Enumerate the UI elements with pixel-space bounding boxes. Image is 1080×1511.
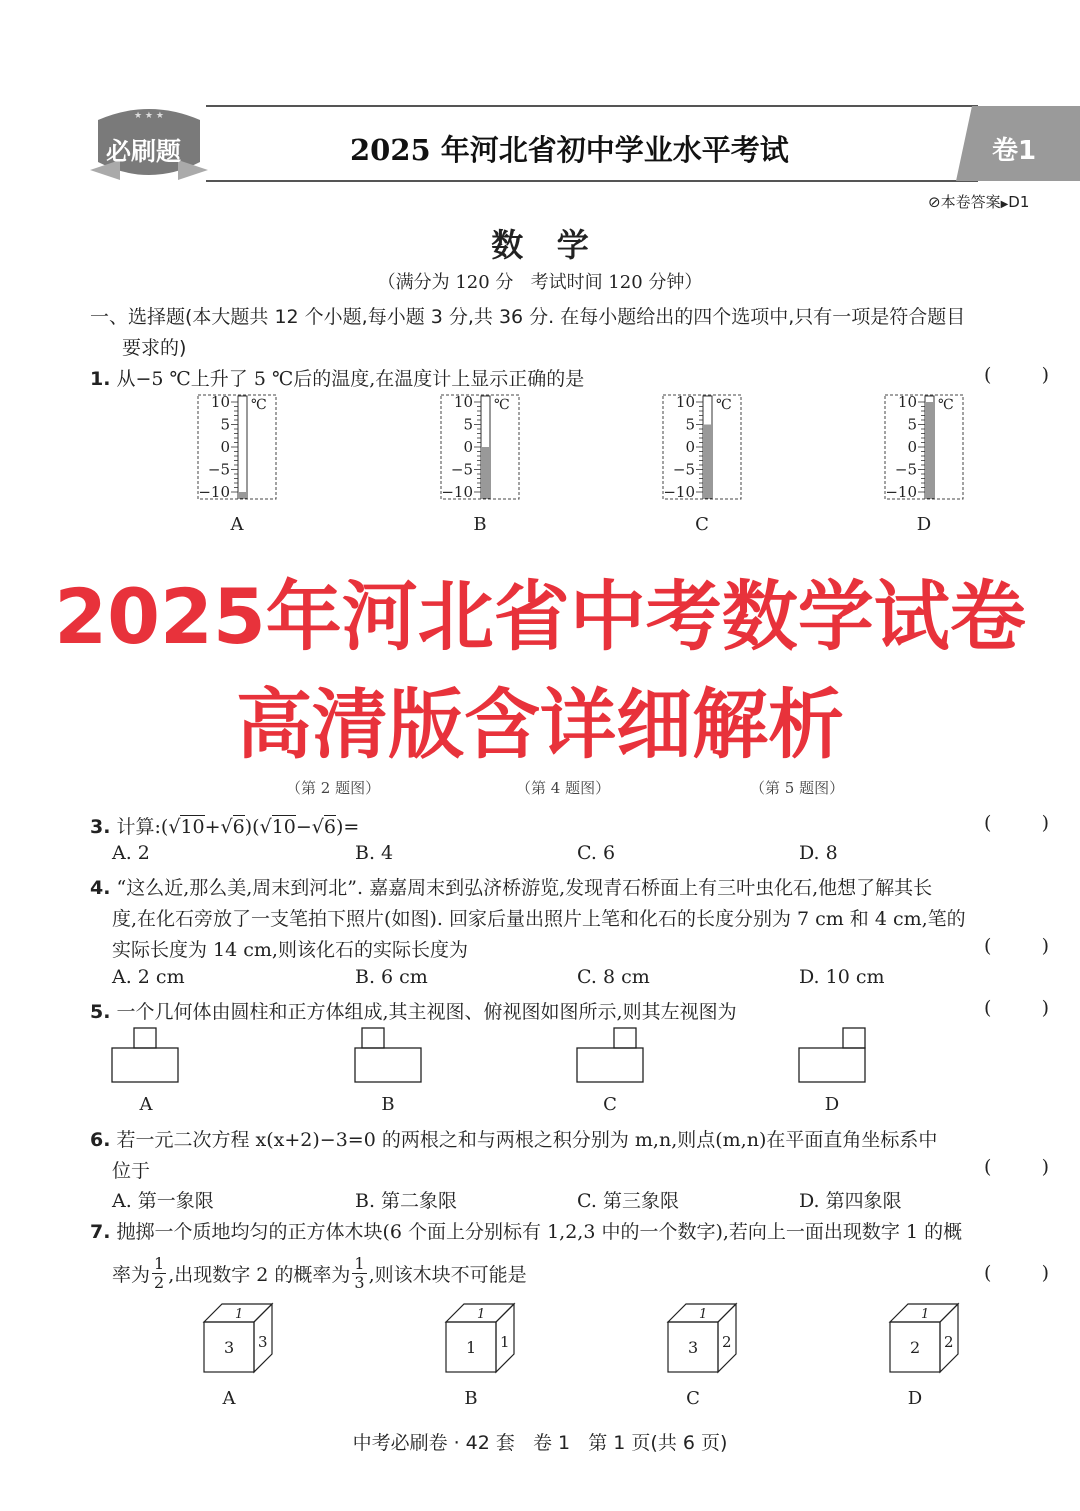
question-4-line2: 度,在化石旁放了一支笔拍下照片(如图). 回家后量出照片上笔和化石的长度分别为 7 cm 和 4 cm,笔的 xyxy=(112,908,966,930)
fraction-one-half: 1 2 xyxy=(154,1253,165,1292)
option-label: C xyxy=(686,1388,700,1409)
cube-c[interactable] xyxy=(668,1304,736,1409)
svg-text:★ ★ ★: ★ ★ ★ xyxy=(134,111,164,121)
answer-bracket-4[interactable]: ( ) xyxy=(984,935,1052,957)
left-view-c[interactable] xyxy=(577,1028,643,1082)
thermometer-options xyxy=(0,390,1080,540)
option-label: A xyxy=(222,1388,236,1409)
unit-label: ℃ xyxy=(494,397,510,413)
section-heading: 一、选择题(本大题共 12 个小题,每小题 3 分,共 36 分. 在每小题给出的四个选项中,只有一项是符合题目 xyxy=(90,306,966,328)
answer-bracket-3[interactable]: ( ) xyxy=(984,812,1052,834)
tick-label: 10 xyxy=(210,393,230,411)
question-6: 6. 若一元二次方程 x(x+2)−3=0 的两根之和与两根之积分别为 m,n,则点(m,n)在平面直角坐标系中 xyxy=(90,1129,938,1151)
question-3: 3. 计算:(√10+√6)(√10−√6)= xyxy=(90,816,360,838)
tick-label: −10 xyxy=(885,483,917,501)
unit-label: ℃ xyxy=(251,397,267,413)
mercury-column xyxy=(703,425,712,499)
q6-option-b[interactable]: B. 第二象限 xyxy=(355,1190,458,1212)
sqrt-icon: √ xyxy=(259,816,272,838)
question-7-line2: 率为 1 2 ,出现数字 2 的概率为 1 3 ,则该木块不可能是 xyxy=(112,1253,527,1292)
tick-label: 0 xyxy=(220,438,230,456)
sqrt-icon: √ xyxy=(168,816,181,838)
tick-label: 5 xyxy=(685,415,695,434)
tick-label: 0 xyxy=(685,438,695,456)
section-heading-cont: 要求的) xyxy=(122,337,187,359)
unit-label: ℃ xyxy=(938,397,954,413)
tick-label: 10 xyxy=(897,393,917,411)
page-footer: 中考必刷卷 · 42 套 卷 1 第 1 页(共 6 页) xyxy=(352,1432,728,1454)
cube-a[interactable] xyxy=(204,1304,272,1409)
option-label: D xyxy=(916,514,932,535)
tick-label: −5 xyxy=(450,460,473,479)
q6-option-c[interactable]: C. 第三象限 xyxy=(577,1190,679,1212)
q4-option-c[interactable]: C. 8 cm xyxy=(577,966,650,988)
question-5: 5. 一个几何体由圆柱和正方体组成,其主视图、俯视图如图所示,则其左视图为 xyxy=(90,1001,737,1023)
q5-label-b: B xyxy=(381,1094,395,1115)
tick-label: −5 xyxy=(672,460,695,479)
tick-label: 5 xyxy=(907,415,917,434)
cube-top-number: 1 xyxy=(235,1307,244,1322)
q4-option-d[interactable]: D. 10 cm xyxy=(799,966,885,988)
cube-top-number: 1 xyxy=(699,1307,708,1322)
badge-label: 必刷题 xyxy=(106,137,182,166)
q4-option-a[interactable]: A. 2 cm xyxy=(112,966,185,988)
left-view-b[interactable] xyxy=(355,1028,421,1082)
option-label: A xyxy=(230,514,244,535)
mercury-column xyxy=(925,402,934,498)
overlay-title-line1: 2025年河北省中考数学试卷 xyxy=(54,572,1026,661)
cube-top-number: 1 xyxy=(477,1307,486,1322)
sqrt-icon: √ xyxy=(220,816,233,838)
overlay-title-line2: 高清版含详细解析 xyxy=(236,680,844,769)
question-1: 1. 从−5 ℃上升了 5 ℃后的温度,在温度计上显示正确的是 xyxy=(90,368,585,390)
cube-side-number: 1 xyxy=(500,1333,510,1351)
cube-side-number: 2 xyxy=(722,1333,732,1351)
caption-q2: （第 2 题图） xyxy=(286,779,381,797)
question-7: 7. 抛掷一个质地均匀的正方体木块(6 个面上分别标有 1,2,3 中的一个数字),若向上一面出现数字 1 的概 xyxy=(90,1221,963,1243)
thermometer-d[interactable] xyxy=(885,393,963,535)
cube-top-number: 1 xyxy=(921,1307,930,1322)
question-4-line3: 实际长度为 14 cm,则该化石的实际长度为 xyxy=(112,939,468,961)
q5-label-c: C xyxy=(603,1094,617,1115)
thermometer-a[interactable] xyxy=(198,393,276,535)
tick-label: 0 xyxy=(907,438,917,456)
cube-b[interactable] xyxy=(446,1304,514,1409)
cube-options xyxy=(0,1302,1080,1412)
exam-info: （满分为 120 分 考试时间 120 分钟） xyxy=(377,272,703,293)
cube-d[interactable] xyxy=(890,1304,958,1409)
q5-label-a: A xyxy=(139,1094,153,1115)
volume-label: 卷1 xyxy=(992,136,1037,166)
page-title: 2025 年河北省初中学业水平考试 xyxy=(350,133,789,167)
tick-label: 0 xyxy=(463,438,473,456)
tick-label: 5 xyxy=(220,415,230,434)
mercury-column xyxy=(481,447,490,498)
question-4: 4. “这么近,那么美,周末到河北”. 嘉嘉周末到弘济桥游览,发现青石桥面上有三叶虫化石,他想了解其长 xyxy=(90,877,933,899)
q3-option-a[interactable]: A. 2 xyxy=(112,842,150,864)
thermometer-c[interactable] xyxy=(663,393,741,535)
tick-label: −10 xyxy=(663,483,695,501)
answer-reference[interactable]: ⊘本卷答案▶D1 xyxy=(928,193,1030,211)
option-label: C xyxy=(695,514,709,535)
answer-icon: ⊘ xyxy=(928,193,941,211)
option-label: D xyxy=(907,1388,923,1409)
option-label: B xyxy=(473,514,487,535)
subject-title: 数 学 xyxy=(491,226,589,264)
q6-option-d[interactable]: D. 第四象限 xyxy=(799,1190,902,1212)
question-6-line2: 位于 xyxy=(112,1160,151,1182)
option-label: B xyxy=(464,1388,478,1409)
cube-front-number: 3 xyxy=(688,1338,699,1357)
caption-q5: （第 5 题图） xyxy=(750,779,845,797)
triangle-icon: ▶ xyxy=(1000,199,1009,210)
q3-option-d[interactable]: D. 8 xyxy=(799,842,838,864)
fraction-one-third: 1 3 xyxy=(354,1253,365,1292)
q6-option-a[interactable]: A. 第一象限 xyxy=(112,1190,214,1212)
cube-side-number: 2 xyxy=(944,1333,954,1351)
left-view-options xyxy=(0,1024,1080,1086)
left-view-a[interactable] xyxy=(112,1028,178,1082)
mercury-column xyxy=(238,492,247,498)
q4-option-b[interactable]: B. 6 cm xyxy=(355,966,428,988)
cube-front-number: 3 xyxy=(224,1338,235,1357)
caption-q4: （第 4 题图） xyxy=(516,779,611,797)
answer-bracket-1[interactable]: ( ) xyxy=(984,364,1052,386)
unit-label: ℃ xyxy=(716,397,732,413)
left-view-d[interactable] xyxy=(799,1028,865,1082)
q5-label-d: D xyxy=(824,1094,840,1115)
answer-bracket-5[interactable]: ( ) xyxy=(984,997,1052,1019)
tick-label: −10 xyxy=(198,483,230,501)
q3-option-c[interactable]: C. 6 xyxy=(577,842,616,864)
thermometer-b[interactable] xyxy=(441,393,519,535)
tick-label: 10 xyxy=(675,393,695,411)
tick-label: 5 xyxy=(463,415,473,434)
cube-front-number: 1 xyxy=(466,1338,477,1357)
tick-label: −10 xyxy=(441,483,473,501)
tick-label: 10 xyxy=(453,393,473,411)
tick-label: −5 xyxy=(894,460,917,479)
cube-side-number: 3 xyxy=(258,1333,268,1351)
sqrt-icon: √ xyxy=(311,816,324,838)
answer-bracket-7[interactable]: ( ) xyxy=(984,1262,1052,1284)
answer-bracket-6[interactable]: ( ) xyxy=(984,1156,1052,1178)
tick-label: −5 xyxy=(207,460,230,479)
q3-option-b[interactable]: B. 4 xyxy=(355,842,394,864)
cube-front-number: 2 xyxy=(910,1338,921,1357)
